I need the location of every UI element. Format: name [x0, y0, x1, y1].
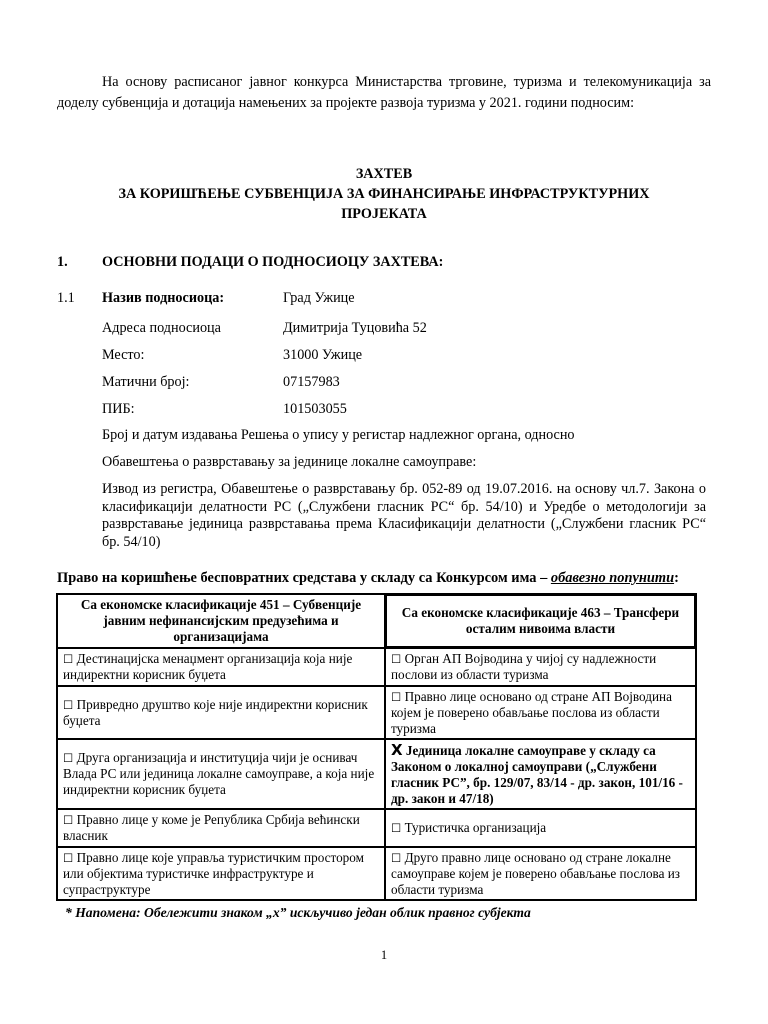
field-value: 07157983: [283, 374, 340, 390]
right-column-header: Са економске класификације 463 – Трансфери осталим нивоима власти: [385, 594, 696, 648]
field-label: Место:: [102, 347, 145, 363]
footnote: * Напомена: Обележити знаком „x” искључиво један облик правног субјекта: [65, 905, 531, 920]
page-number: 1: [380, 948, 388, 962]
option-label: Дестинацијска менаџмент организација која није индиректни корисник буџета: [63, 651, 353, 682]
option-label: Правно лице у коме је Република Србија већински власник: [63, 812, 360, 843]
option-cell-selected[interactable]: [385, 739, 696, 809]
option-cell[interactable]: [57, 739, 385, 809]
title-line-2: ЗА КОРИШЋЕЊЕ СУБВЕНЦИЈА ЗА ФИНАНСИРАЊЕ ИНФРАСТРУКТУРНИХ: [118, 186, 650, 202]
option-cell[interactable]: [385, 648, 696, 686]
document-title: [57, 164, 711, 224]
field-number: 1.1: [57, 290, 75, 306]
checkbox-icon[interactable]: ☐: [63, 850, 74, 865]
option-label: Правно лице основано од стране АП Војводина којем је поверено обављање послова из области туризма: [390, 688, 672, 736]
field-value: Град Ужице: [283, 290, 355, 306]
field-value: 101503055: [283, 401, 347, 417]
table-row: [57, 739, 696, 809]
field-value: Димитрија Туцовића 52: [283, 320, 427, 336]
field-label: Матични број:: [102, 374, 190, 390]
rights-statement: [57, 569, 717, 587]
checkbox-icon[interactable]: ☐: [63, 697, 74, 712]
option-label: Друго правно лице основано од стране локалне самоуправе којем је поверено обављање послова из области туризма: [390, 849, 681, 897]
option-cell[interactable]: [57, 686, 385, 739]
registration-line-2: Обавештења о разврставању за јединице локалне самоуправе:: [102, 454, 477, 470]
section-number: 1.: [57, 254, 68, 270]
entity-type-table: [56, 593, 697, 901]
checkbox-icon[interactable]: ☐: [63, 813, 74, 827]
option-cell[interactable]: [385, 809, 696, 847]
table-row: [57, 686, 696, 739]
option-label: Туристичка организација: [404, 820, 547, 835]
option-cell[interactable]: [57, 809, 385, 847]
section-heading: [57, 253, 711, 271]
option-cell[interactable]: [57, 648, 385, 686]
rights-text: Право на коришћење бесповратних средстава у складу са Конкурсом има –: [57, 570, 551, 586]
option-label: Правно лице које управља туристичким простором или објектима туристичке инфраструктуре и супраструктуре: [63, 849, 364, 897]
title-line-1: ЗАХТЕВ: [355, 166, 413, 182]
rights-end: :: [674, 570, 679, 586]
table-row: [57, 809, 696, 847]
option-cell[interactable]: [385, 686, 696, 739]
field-label: Назив подносиоца:: [102, 290, 225, 306]
checkbox-icon[interactable]: ☐: [390, 652, 402, 666]
table-row: [57, 648, 696, 686]
checkbox-icon[interactable]: ☐: [390, 821, 402, 835]
section-title: ОСНОВНИ ПОДАЦИ О ПОДНОСИОЦУ ЗАХТЕВА:: [102, 254, 444, 270]
field-value: 31000 Ужице: [283, 347, 363, 363]
option-cell[interactable]: [57, 847, 385, 900]
rights-emphasis: обавезно попунити: [550, 570, 675, 586]
checkbox-icon[interactable]: ☐: [63, 751, 74, 765]
option-label: Јединица локалне самоуправе у складу са Законом о локалној самоуправи („Службени гласник РС”, бр. 129/07, 83/14 - др. закон, 101/16 - др. закон и 47/18): [390, 742, 683, 806]
left-column-header: Са економске класификације 451 – Субвенције јавним нефинансијским предузећима и организацијама: [57, 594, 385, 648]
option-label: Орган АП Војводина у чијој су надлежности послови из области туризма: [390, 651, 657, 682]
table-row: [57, 847, 696, 900]
checkbox-icon[interactable]: ☐: [390, 850, 402, 865]
title-line-3: ПРОЈЕКАТА: [341, 206, 427, 222]
registration-text: Извод из регистра, Обавештење о разврставању бр. 052-89 од 19.07.2016. на основу чл.7. Закона о класификацији делатности РС („Службени гласник РС“ бр. 54/10) и Уредбе о методологији за разврставање јединица разврставања према Класификацији делатности („Службени гласник РС“ бр. 54/10): [102, 481, 706, 550]
option-label: Друга организација и институција чији је оснивач Влада РС или јединица локалне самоуправе, а која није индиректни корисник буџета: [63, 750, 375, 797]
checkbox-icon[interactable]: ☐: [390, 689, 402, 704]
registration-line-1: Број и датум издавања Решења о упису у регистар надлежног органа, односно: [102, 427, 575, 443]
checked-mark-icon[interactable]: X: [390, 740, 403, 759]
table-header-row: [57, 594, 696, 648]
field-label: Адреса подносиоца: [102, 320, 221, 336]
option-label: Привредно друштво које није индиректни корисник буџета: [63, 696, 368, 728]
option-cell[interactable]: [385, 847, 696, 900]
intro-paragraph: На основу расписаног јавног конкурса Министарства трговине, туризма и телекомуникација за доделу субвенција и дотација намењених за пројекте развоја туризма у 2021. години подносим:: [57, 74, 711, 111]
checkbox-icon[interactable]: ☐: [63, 652, 74, 666]
field-label: ПИБ:: [102, 401, 135, 417]
